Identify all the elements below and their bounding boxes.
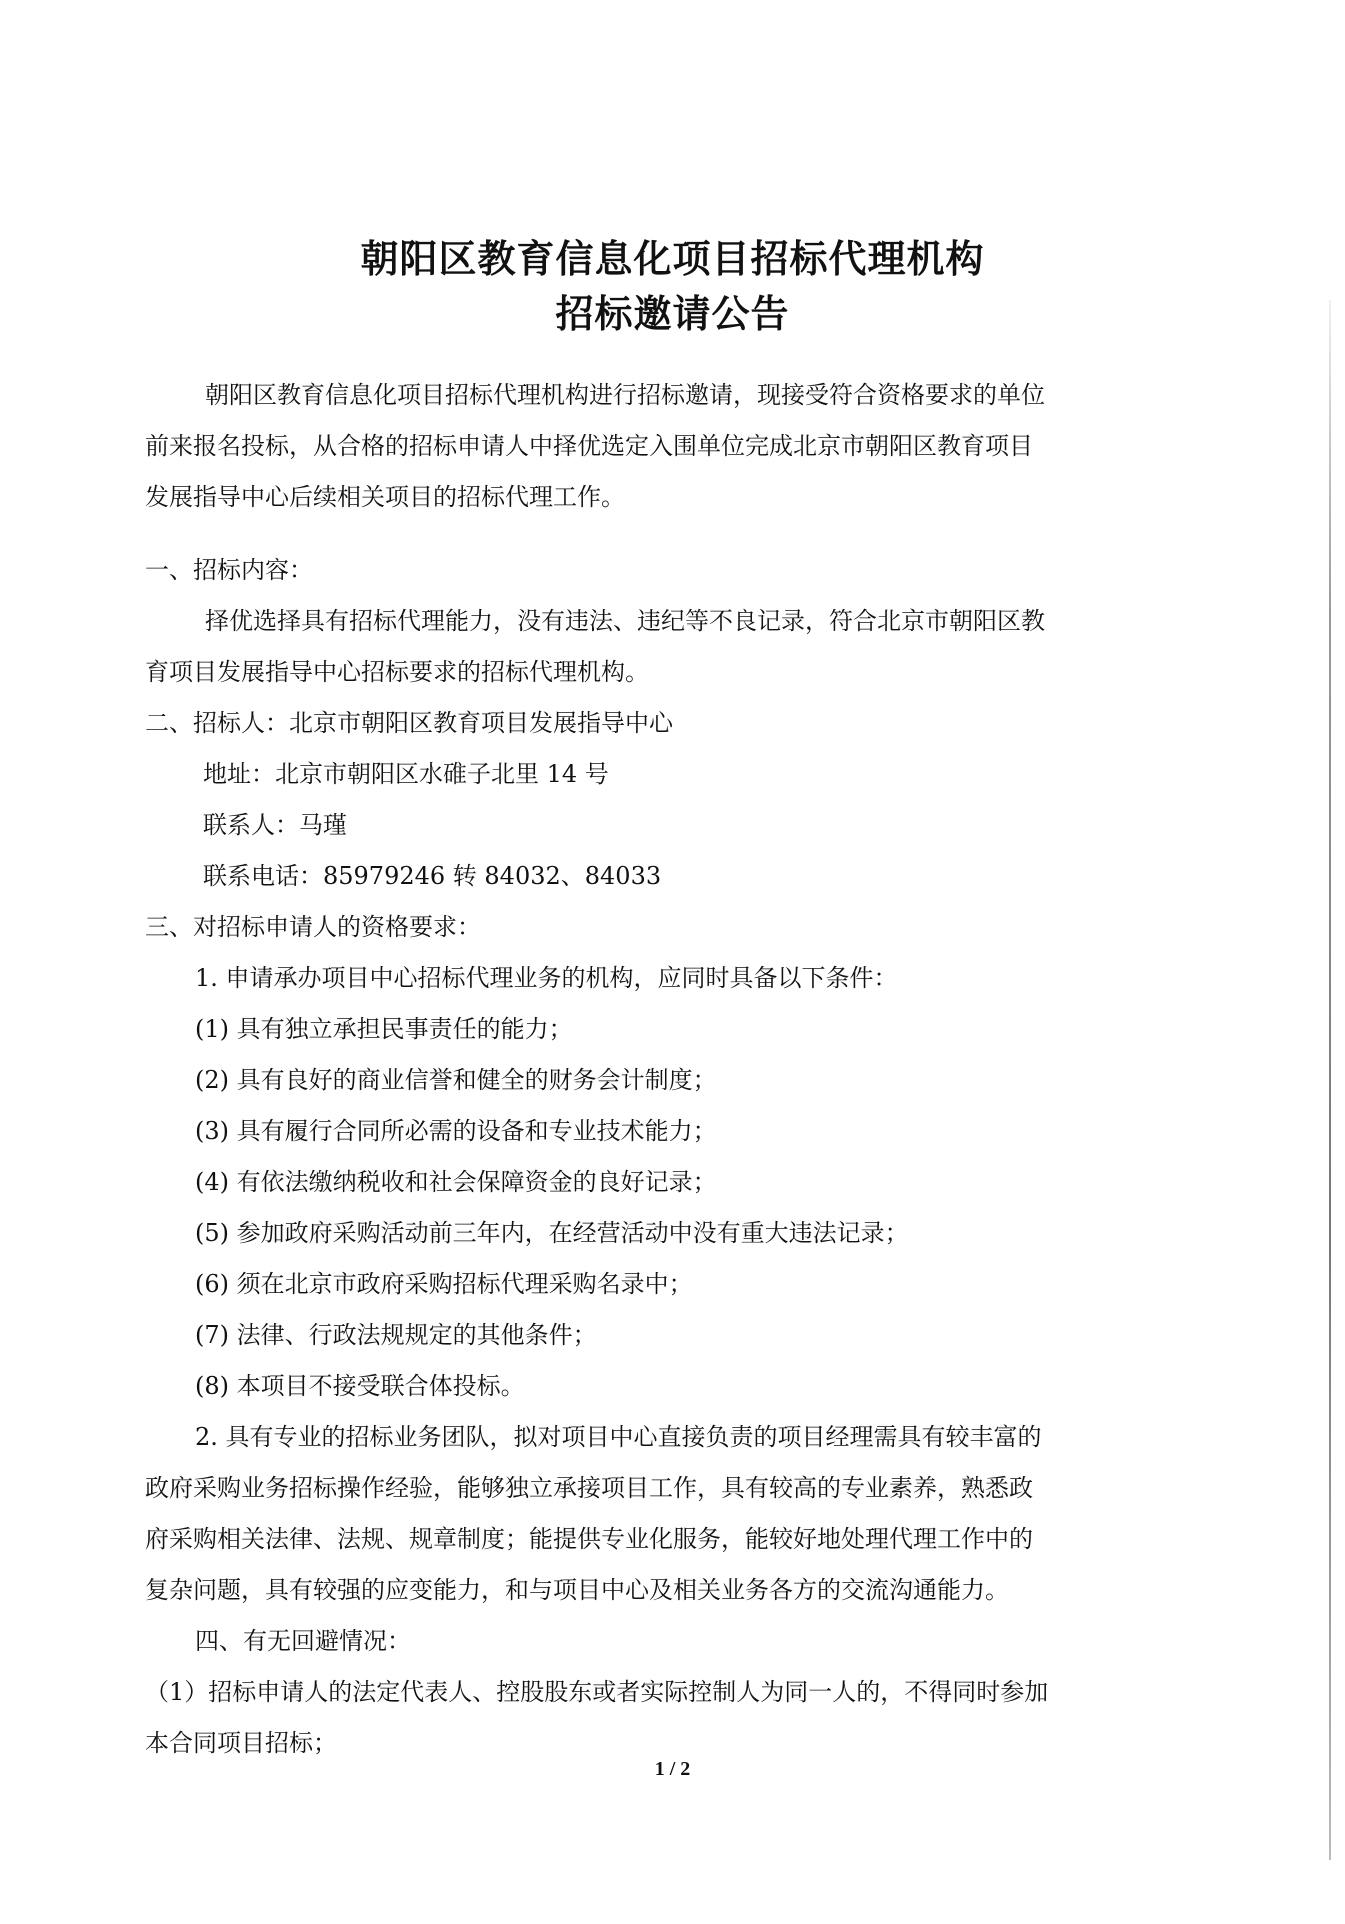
section-qualifications (145, 902, 1175, 1616)
section-heading: 四、有无回避情况： (195, 1627, 411, 1655)
section-line: 育项目发展指导中心招标要求的招标代理机构。 (145, 658, 649, 686)
condition-item: (4) 有依法缴纳税收和社会保障资金的良好记录； (195, 1168, 717, 1196)
qualification-item-2: 2. 具有专业的招标业务团队，拟对项目中心直接负责的项目经理需具有较丰富的 (195, 1423, 1042, 1451)
section-avoidance (145, 1616, 1175, 1769)
document-subtitle: 招标邀请公告 (555, 292, 790, 336)
avoidance-line: （1）招标申请人的法定代表人、控股股东或者实际控制人为同一人的，不得同时参加 (145, 1678, 1049, 1706)
intro-line: 发展指导中心后续相关项目的招标代理工作。 (145, 483, 625, 511)
section-heading: 一、招标内容： (145, 556, 313, 584)
phone-line: 联系电话：85979246 转 84032、84033 (203, 862, 662, 890)
condition-item: (7) 法律、行政法规规定的其他条件； (195, 1321, 597, 1349)
qualification-item-1: 1. 申请承办项目中心招标代理业务的机构，应同时具备以下条件： (195, 964, 898, 992)
section-bidding-content (145, 545, 1175, 698)
document-title: 朝阳区教育信息化项目招标代理机构 (360, 237, 985, 281)
condition-item: (1) 具有独立承担民事责任的能力； (195, 1015, 573, 1043)
intro-line: 朝阳区教育信息化项目招标代理机构进行招标邀请，现接受符合资格要求的单位 (205, 381, 1045, 409)
intro-paragraph (145, 370, 1175, 523)
section-heading: 二、招标人：北京市朝阳区教育项目发展指导中心 (145, 709, 673, 737)
qualification-item-2-line: 府采购相关法律、法规、规章制度；能提供专业化服务，能较好地处理代理工作中的 (145, 1525, 1033, 1553)
intro-line: 前来报名投标，从合格的招标申请人中择优选定入围单位完成北京市朝阳区教育项目 (145, 432, 1033, 460)
qualification-item-2-line: 政府采购业务招标操作经验，能够独立承接项目工作，具有较高的专业素养，熟悉政 (145, 1474, 1033, 1502)
section-tenderer (145, 698, 1175, 902)
condition-item: (8) 本项目不接受联合体投标。 (195, 1372, 525, 1400)
page-number: 1 / 2 (654, 1758, 691, 1780)
scan-edge-line (1329, 300, 1331, 1860)
section-heading: 三、对招标申请人的资格要求： (145, 913, 481, 941)
contact-line: 联系人：马瑾 (203, 811, 347, 839)
qualification-item-2-line: 复杂问题，具有较强的应变能力，和与项目中心及相关业务各方的交流沟通能力。 (145, 1576, 1009, 1604)
condition-item: (2) 具有良好的商业信誉和健全的财务会计制度； (195, 1066, 717, 1094)
address-line: 地址：北京市朝阳区水碓子北里 14 号 (203, 760, 609, 788)
condition-item: (3) 具有履行合同所必需的设备和专业技术能力； (195, 1117, 717, 1145)
condition-item: (5) 参加政府采购活动前三年内，在经营活动中没有重大违法记录； (195, 1219, 909, 1247)
avoidance-line: 本合同项目招标； (145, 1729, 337, 1757)
condition-item: (6) 须在北京市政府采购招标代理采购名录中； (195, 1270, 693, 1298)
section-line: 择优选择具有招标代理能力，没有违法、违纪等不良记录，符合北京市朝阳区教 (205, 607, 1045, 635)
